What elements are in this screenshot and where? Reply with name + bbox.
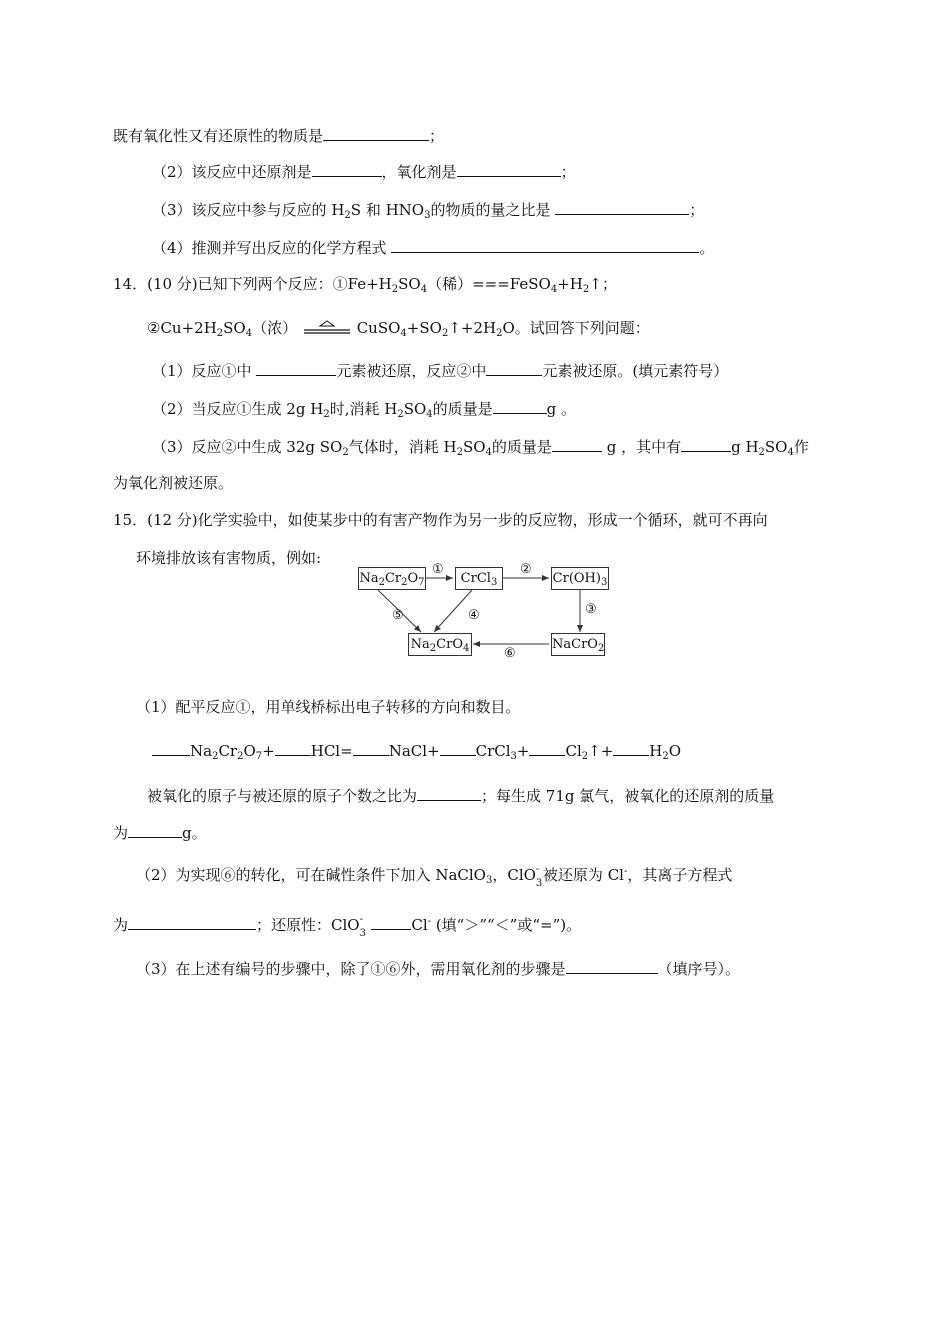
coef-blank[interactable] (529, 740, 565, 756)
answer-blank[interactable] (323, 125, 429, 141)
q14-part1: （1）反应①中 元素被还原，反应②中 元素被还原。(填元素符号） (152, 362, 729, 380)
coef-blank[interactable] (613, 740, 649, 756)
q13-part2: （2）该反应中还原剂是 ，氧化剂是 ； (152, 163, 576, 181)
q15-part2: （2）为实现⑥的转化，可在碱性条件下加入 NaClO$_3$，ClO - 3 被还原为 Cl-，其离子方程式 (136, 864, 733, 889)
ion-charge: - 3 (535, 864, 543, 889)
q14-reaction2: $②Cu+2H_2SO_4$（浓） $CuSO_4+SO_2↑+2H_2O$。试回答下列问题： (147, 319, 650, 339)
q15-part1: （1）配平反应①，用单线桥标出电子转移的方向和数目。 (136, 698, 521, 716)
coef-blank[interactable] (275, 740, 311, 756)
answer-blank[interactable] (128, 822, 182, 838)
node-na2cr2o7: $Na_2Cr_2O_7$ (358, 567, 426, 590)
node-nacro2: NaCrO$_2$ (551, 633, 605, 656)
answer-blank[interactable] (128, 914, 256, 930)
step-1-label: ① (432, 562, 444, 577)
answer-blank[interactable] (256, 360, 336, 376)
q14-heading: 14．(10 分)已知下列两个反应：$①Fe+H_2SO_4$（稀）$===FeSO_4+H_2↑$； (113, 275, 617, 295)
step-6-label: ⑥ (504, 646, 516, 661)
answer-blank[interactable] (312, 161, 382, 177)
q13-part3: （3）该反应中参与反应的 $H_2S$ 和 $HNO_3$的物质的量之比是 ； (152, 201, 705, 221)
q14-part3: （3）反应②中生成 32g $SO_2$气体时，消耗 $H_2SO_4$的质量是 g ，其中有 g $H_2SO_4$作 (152, 438, 809, 458)
q13-part4: （4）推测并写出反应的化学方程式 。 (152, 239, 715, 257)
step-4-label: ④ (468, 608, 480, 623)
q15-heading: 15．(12 分)化学实验中，如使某步中的有害产物作为另一步的反应物，形成一个循环，就可不再向 (113, 511, 768, 529)
q15-heading-2: 环境排放该有害物质，例如: (136, 549, 322, 567)
q15-equation: $Na_2Cr_2O_7+ HCl=$ NaCl+ CrCl$_3$+ $Cl_2↑+ H_2O$ (152, 740, 681, 761)
answer-blank[interactable] (391, 237, 699, 253)
node-croh3: $Cr(OH)_3$ (551, 567, 609, 590)
q13-line-both: 既有氧化性又有还原性的物质是 ； (113, 127, 445, 145)
q15-part3: （3）在上述有编号的步骤中，除了①⑥外，需用氧化剂的步骤是 （填序号）。 (136, 960, 741, 978)
answer-blank[interactable] (552, 436, 602, 452)
q15-ratio-tail: 为 g。 (113, 824, 207, 842)
answer-blank[interactable] (486, 360, 542, 376)
q14-part3-tail: 为氧化剂被还原。 (113, 474, 234, 492)
q15-ratio: 被氧化的原子与被还原的原子个数之比为 ；每生成 71g 氯气，被氧化的还原剂的质量 (147, 787, 775, 805)
node-crcl3: CrCl$_3$ (455, 567, 503, 590)
ion-charge: - 3 (359, 914, 366, 939)
q14-part2: （2）当反应①生成 2g $H_2$时,消耗 $H_2SO_4$的质量是 g 。 (152, 400, 577, 420)
answer-blank[interactable] (417, 785, 481, 801)
answer-blank[interactable] (371, 914, 411, 930)
step-3-label: ③ (585, 602, 597, 617)
coef-blank[interactable] (353, 740, 389, 756)
answer-blank[interactable] (457, 161, 561, 177)
step-2-label: ② (520, 562, 532, 577)
node-na2cro4: $Na_2CrO_4$ (408, 633, 472, 656)
cycle-diagram (356, 564, 612, 660)
answer-blank[interactable] (681, 436, 731, 452)
answer-blank[interactable] (555, 199, 689, 215)
coef-blank[interactable] (152, 740, 190, 756)
answer-blank[interactable] (566, 958, 658, 974)
step-5-label: ⑤ (392, 608, 404, 623)
heat-arrow-icon (302, 319, 352, 337)
coef-blank[interactable] (440, 740, 476, 756)
answer-blank[interactable] (493, 398, 547, 414)
q15-part2-eq: 为 ；还原性：ClO - 3 Cl- (填“＞”“＜”或“=”)。 (113, 914, 582, 939)
